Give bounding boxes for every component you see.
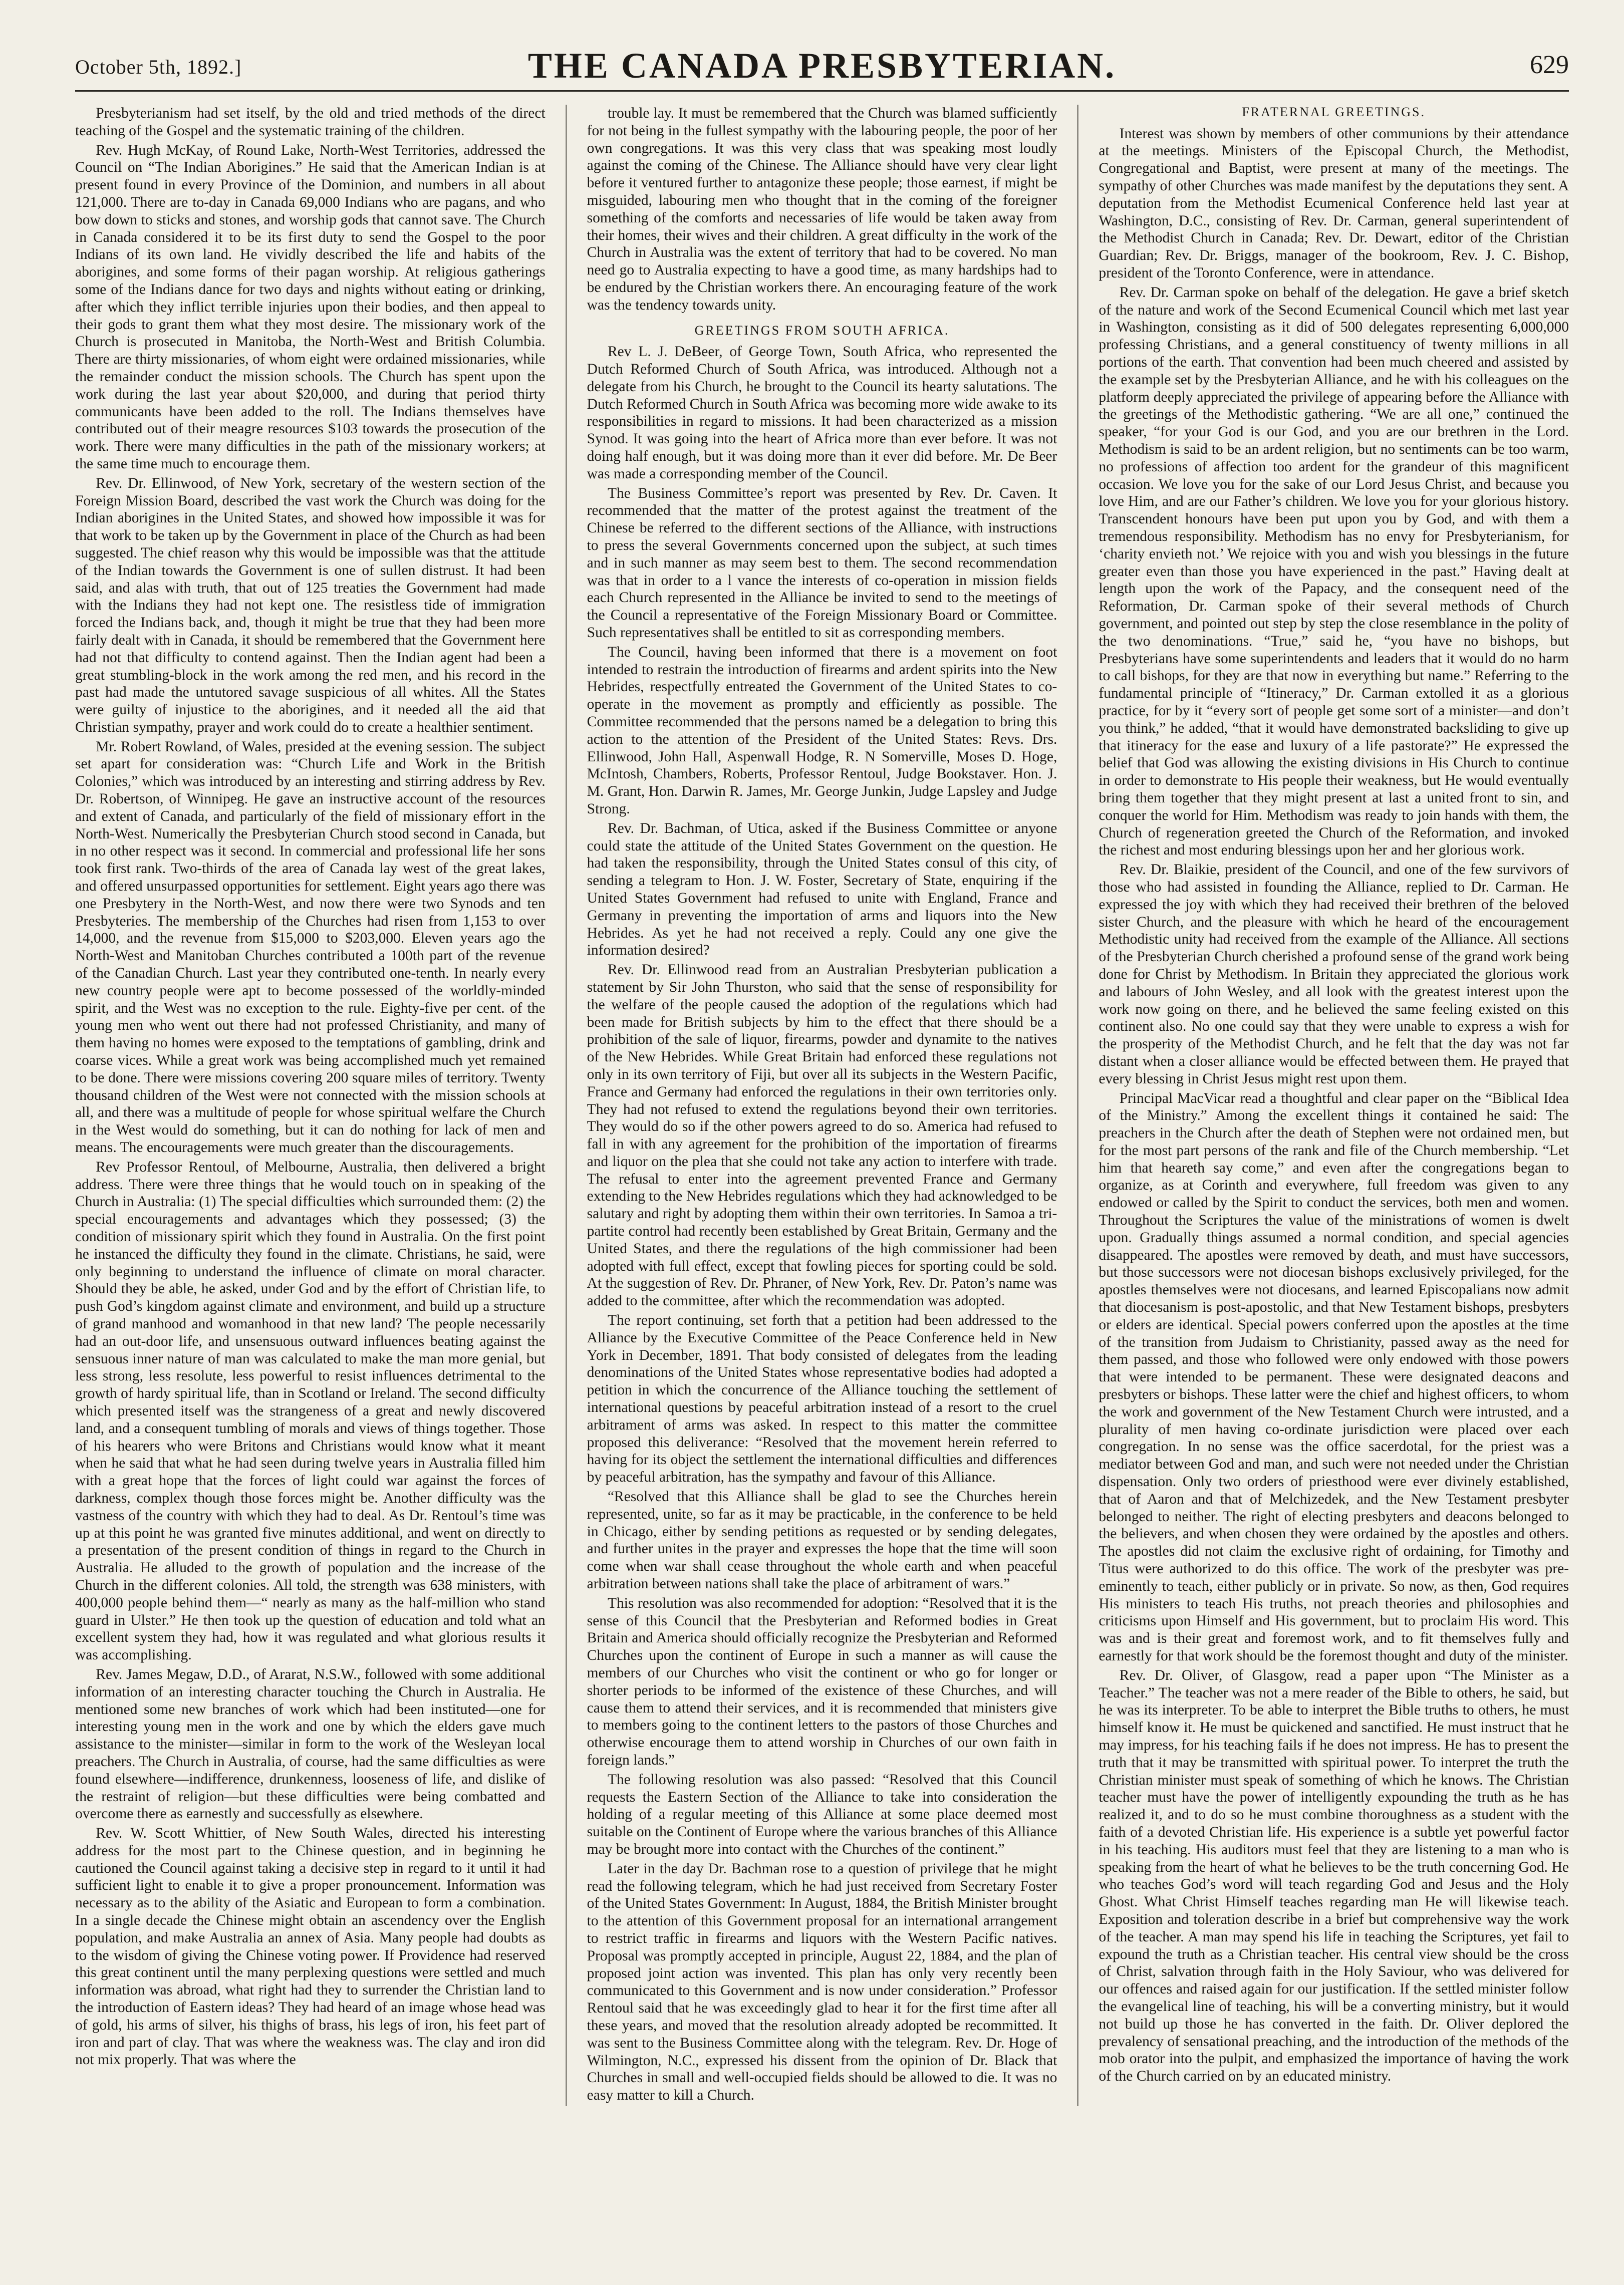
paragraph: Rev. W. Scott Whittier, of New South Wales, directed his interesting address for the most part to the Chinese question, and in beginning he cautioned the Council against taking a decisive step in regard to it until it had sufficient light to enable it to give a proper pronouncement. Information was necessary as to the ability of the Asiatic and European to form a combination. In a single decade the Chinese might obtain an ascendency over the English population, and make Australia an annex of Asia. Many people had doubts as to the wisdom of giving the Chinese voting power. If Providence had reserved this great continent until the many perplexing questions were settled and much information was abroad, what right had they to surrender the Christian land to the introduction of Eastern ideas? They had heard of an image whose head was of gold, his arms of silver, his thighs of brass, his legs of iron, his feet part of iron and part of clay. That was where the weakness was. The clay and iron did not mix properly. That was where the — [75, 1825, 546, 2068]
column-divider — [566, 105, 567, 2106]
paragraph: Rev. Dr. Ellinwood read from an Australian Presbyterian publication a statement by Sir John Thurston, who said that the sense of responsibility for the welfare of the people caused the adoption of the regulations which had been made for British subjects by him to the effect that there should be a prohibition of the sale of liquor, firearms, powder and dynamite to the natives of the New Hebrides. While Great Britain had enforced these regulations not only in its own territory of Fiji, but over all its subjects in the Western Pacific, France and Germany had enforced the regulations in their own territories only. They had not refused to extend the regulations beyond their own territories. They would do so if the other powers agreed to do so. America had refused to fall in with any agreement for the prohibition of the importation of firearms and liquor on the plea that she could not take any action to interfere with trade. The refusal to enter into the agreement prevented France and Germany extending to the New Hebrides regulations which they had acknowledged to be salutary and right by adopting them within their own territories. In Samoa a tri-partite control had recently been established by Great Britain, Germany and the United States, and there the regulations of the high commissioner had been adopted with full effect, except that fowling pieces for sporting could be sold. At the suggestion of Rev. Dr. Phraner, of New York, Rev. Dr. Paton’s name was added to the committee, after which the recommendation was adopted. — [587, 962, 1057, 1309]
column-1 — [75, 105, 546, 2106]
paragraph: Rev. Hugh McKay, of Round Lake, North-West Territories, addressed the Council on “The Indian Aborigines.” He said that the American Indian is at present found in every Province of the Dominion, and numbers in all about 121,000. There are to-day in Canada 69,000 Indians who are pagans, and who bow down to sticks and stones, and worship gods that cannot save. The Church in Canada considered it to be its first duty to send the Gospel to the poor Indians of its own land. He vividly described the life and habits of the aborigines, and some forms of their pagan worship. At religious gatherings some of the Indians dance for two days and nights without eating or drinking, after which they inflict terrible injuries upon their bodies, and then appeal to their gods to grant them what they most desire. The missionary work of the Church is prosecuted in Manitoba, the North-West and British Columbia. There are thirty missionaries, of whom eight were ordained missionaries, while the remainder conduct the mission schools. The Church has spent upon the work during the last year about $20,000, and during that period thirty communicants have been added to the roll. The Indians themselves have contributed out of their meagre resources $103 towards the prosecution of the work. There were many difficulties in the path of the missionary workers; at the same time much to encourage them. — [75, 142, 546, 472]
paragraph: Rev. Dr. Ellinwood, of New York, secretary of the western section of the Foreign Mission Board, described the vast work the Church was doing for the Indian aborigines in the United States, and showed how impossible it was for that work to be taken up by the Government in place of the Church as had been suggested. The chief reason why this would be impossible was that the attitude of the Indian towards the Government is one of sullen distrust. It had been said, and alas with truth, that out of 125 treaties the Government had made with the Indians they had not kept one. The resistless tide of immigration forced the Indians back, and, though it might be true that they had been more fairly dealt with in Canada, it should be remembered that the Government here had not that difficulty to contend against. Then the Indian agent had been a great stumbling-block in the work among the red men, and his record in the past had made the untutored savage suspicious of all whites. All the States were guilty of injustice to the aborigines, and it needed all the aid that Christian sympathy, prayer and work could do to create a healthier sentiment. — [75, 475, 546, 735]
paragraph: The following resolution was also passed: “Resolved that this Council requests the Eastern Section of the Alliance to take into consideration the holding of a regular meeting of this Alliance at some place deemed most suitable on the Continent of Europe where the various branches of this Alliance may be brought more into contact with the Churches of the continent.” — [587, 1771, 1057, 1857]
column-divider — [1077, 105, 1078, 2106]
paragraph: Later in the day Dr. Bachman rose to a question of privilege that he might read the following telegram, which he had just received from Secretary Foster of the United States Government: In August, 1884, the British Minister brought to the attention of this Government proposal for an international arrangement to restrict traffic in firearms and liquors with the Western Pacific natives. Proposal was promptly accepted in principle, August 22, 1884, and the plan of proposed joint action was invented. This plan has only very recently been communicated to this Government and is now under consideration.” Professor Rentoul said that he was exceedingly glad to hear it for the first time after all these years, and moved that the resolution already adopted be recommitted. It was sent to the Business Committee along with the telegram. Rev. Dr. Hoge of Wilmington, N.C., expressed his dissent from the opinion of Dr. Black that Churches in small and well-occupied fields should be allowed to die. It was no easy matter to kill a Church. — [587, 1860, 1057, 2104]
paragraph: The Council, having been informed that there is a movement on foot intended to restrain the introduction of firearms and ardent spirits into the New Hebrides, respectfully entreated the Government of the United States to co-operate in the movement as promptly and efficiently as possible. The Committee recommended that the persons named be a delegation to bring this action to the attention of the President of the United States: Revs. Drs. Ellinwood, John Hall, Aspenwall Hodge, R. N Somerville, Moses D. Hoge, McIntosh, Chambers, Roberts, Professor Rentoul, Judge Bookstaver. Hon. J. M. Grant, Hon. Darwin R. James, Mr. George Junkin, Judge Lapsley and Judge Strong. — [587, 644, 1057, 817]
column-3 — [1099, 105, 1569, 2106]
paragraph: Interest was shown by members of other communions by their attendance at the meetings. Ministers of the Episcopal Church, the Methodist, Congregational and Baptist, were present at many of the meetings. The sympathy of other Churches was made manifest by the deputations they sent. A deputation from the Methodist Ecumenical Conference held last year at Washington, D.C., consisting of Rev. Dr. Carman, general superintendent of the Methodist Church in Canada; Rev. Dr. Dewart, editor of the Christian Guardian; Rev. Dr. Briggs, manager of the bookroom, Rev. J. C. Bishop, president of the Toronto Conference, were in attendance. — [1099, 125, 1569, 281]
paragraph: Mr. Robert Rowland, of Wales, presided at the evening session. The subject set apart for consideration was: “Church Life and Work in the British Colonies,” which was introduced by an interesting and stirring address by Rev. Dr. Robertson, of Winnipeg. He gave an instructive account of the resources and extent of Canada, and particularly of the field of missionary effort in the North-West. Numerically the Presbyterian Church stood second in Canada, but in no other respect was it second. In commercial and professional life her sons took first rank. Two-thirds of the area of Canada lay west of the great lakes, and offered unsurpassed opportunities for settlement. Eight years ago there was one Presbytery in the North-West, and now there were two Synods and ten Presbyteries. The membership of the Churches had risen from 1,153 to over 14,000, and the revenue from $15,000 to $203,000. Eleven years ago the North-West and Manitoban Churches contributed a 100th part of the revenue of the Canadian Church. Last year they contributed one-tenth. In nearly every new country people were apt to become possessed of the worldly-minded spirit, and the West was no exception to the rule. Eighty-five per cent. of the young men who went out there had not professed Christianity, and many of them having no homes were exposed to the temptations of gambling, drink and coarse vices. While a great work was being accomplished much yet remained to be done. There were missions covering 200 square miles of territory. Twenty thousand children of the West were not connected with the mission schools at all, and there was a multitude of people for whose spiritual welfare the Church in the West would do something, but it can do nothing for lack of men and means. The encouragements were much greater than the discouragements. — [75, 738, 546, 1156]
paragraph: Rev. Dr. Carman spoke on behalf of the delegation. He gave a brief sketch of the nature and work of the Second Ecumenical Council which met last year in Washington, consisting as it did of 500 delegates representing 6,000,000 professing Christians, and a general constituency of twenty millions in all portions of the earth. That convention had been much cheered and assisted by the example set by the Presbyterian Alliance, and he with his colleagues on the platform deeply appreciated the privilege of appearing before the Alliance with the greetings of the Methodistic gathering. “We are all one,” continued the speaker, “for your God is our God, and you are our brethren in the Lord. Methodism is said to be an ardent religion, but no sentiments can be too warm, no professions of affection too ardent for the grandeur of this magnificent occasion. We love you for the sake of our Lord Jesus Christ, and because you love Him, and are our Father’s children. We love you for your glorious history. Transcendent honours have been put upon you by God, and with them a tremendous responsibility. Methodism has no envy for Presbyterianism, for ‘charity envieth not.’ We rejoice with you and wish you blessings in the future greater even than those you have experienced in the past.” Having dealt at length upon the work of the Papacy, and the consequent need of the Reformation, Dr. Carman spoke of their several methods of Church government, and pointed out step by step the close resemblance in the polity of the two denominations. “True,” said he, “you have no bishops, but Presbyterians have some superintendents and leaders that it would do no harm to call bishops, for they are that now in everything but name.” Referring to the fundamental principle of “Itineracy,” Dr. Carman extolled it as a glorious practice, for by it “every sort of people get some sort of a minister—and don’t you think,” he added, “that it would have demonstrated backsliding to give up that itineracy for the ease and luxury of a life pastorate?” He expressed the belief that God was allowing the existing divisions in His Church to continue in order to demonstrate to His people their weakness, but He would eventually bring them together that they might present at last a united front to sin, and conquer the world for Him. Methodism was ready to join hands with them, the Church of regeneration greeted the Church of the Reformation, and invoked the richest and most enduring blessings upon her and her glorious work. — [1099, 284, 1569, 859]
article-columns — [75, 105, 1569, 2106]
paragraph: Rev. Dr. Oliver, of Glasgow, read a paper upon “The Minister as a Teacher.” The teacher was not a mere reader of the Bible to others, he said, but he was its interpreter. To be able to interpret the Bible truths to others, he must himself know it. He must be quickened and sanctified. He must instruct that he may impress, for his teaching fails if he does not impress. He has to present the truth that it may be transmitted with spiritual power. To interpret the truth the Christian minister must speak of something of which he knows. The Christian teacher must have the power of intelligently expounding the truth as he has realized it, and to do so he must combine thoroughness as a student with the faith of a devoted Christian life. His experience is a subtle yet powerful factor in his teaching. His auditors must feel that they are listening to a man who is speaking from the heart of what he believes to be the truth concerning God. He who teaches God’s word will teach regarding God and Jesus and the Holy Ghost. What Christ Himself teaches regarding man He will likewise teach. Exposition and toleration describe in a brief but comprehensive way the work of the teacher. A man may spend his life in teaching the Scriptures, yet fail to expound the truth as a Christian teacher. His central view should be the cross of Christ, salvation through faith in the Holy Saviour, who was delivered for our offences and raised again for our justification. If the settled minister follow the evangelical line of teaching, his will be a converting ministry, but it would not build up those he has converted in the faith. Dr. Oliver deplored the prevalency of sensational preaching, and the introduction of the methods of the mob orator into the pulpit, and emphasized the importance of having the work of the Church carried on by an educated ministry. — [1099, 1667, 1569, 2085]
page-header — [75, 35, 1569, 92]
paragraph: This resolution was also recommended for adoption: “Resolved that it is the sense of this Council that the Presbyterian and Reformed bodies in Great Britain and America should officially recognize the Presbyterian and Reformed Churches upon the continent of Europe in such a manner as will cause the members of our Churches who visit the continent or who go for longer or shorter periods to be informed of the existence of these Churches, and will cause them to attend their services, and it is recommended that ministers give to members going to the continent letters to the pastors of those Churches and otherwise encourage them to attend worship in Churches of our own faith in foreign lands.” — [587, 1595, 1057, 1768]
section-heading: GREETINGS FROM SOUTH AFRICA. — [694, 323, 950, 338]
paragraph: “Resolved that this Alliance shall be glad to see the Churches herein represented, unite, so far as it may be practicable, in the conference to be held in Chicago, either by sending petitions as requested or by sending delegates, and further unites in the prayer and expresses the hope that the time will soon come when war shall cease throughout the whole earth and when peaceful arbitration between nations shall take the place of arbitrament of wars.” — [587, 1489, 1057, 1592]
paragraph: Rev. Dr. Blaikie, president of the Council, and one of the few survivors of those who had assisted in founding the Alliance, replied to Dr. Carman. He expressed the joy with which they had received their brethren of the beloved sister Church, and the pleasure with which he heard of the encouragement Methodistic unity had received from the example of the Alliance. All sections of the Presbyterian Church cherished a profound sense of the grand work being done for Christ by Methodism. In Britain they appreciated the glorious work and labours of John Wesley, and all look with the greatest interest upon the work now going on there, and he believed the same feeling existed on this continent also. No one could say that they were unable to express a wish for the prosperity of the Methodist Church, and he felt that the day was not far distant when a closer alliance would be effected between them. He prayed that every blessing in Christ Jesus might rest upon them. — [1099, 862, 1569, 1087]
section-heading: FRATERNAL GREETINGS. — [1242, 105, 1426, 119]
paragraph: Rev. James Megaw, D.D., of Ararat, N.S.W., followed with some additional information of an interesting character touching the Church in Australia. He mentioned some new branches of work which had been instituted—one for interesting young men in the work and one by which the elders gave much assistance to the minister—similar in form to the work of the Wesleyan local preachers. The Church in Australia, of course, had the same difficulties as were found elsewhere—indifference, drunkenness, looseness of life, and dislike of the restraint of religion—but these difficulties were being combatted and overcome there as earnestly and successfully as elsewhere. — [75, 1666, 546, 1822]
column-2 — [587, 105, 1057, 2106]
paragraph: Presbyterianism had set itself, by the old and tried methods of the direct teaching of the Gospel and the systematic training of the children. — [75, 105, 546, 139]
issue-date: October 5th, 1892.] — [75, 56, 242, 78]
paragraph: Rev L. J. DeBeer, of George Town, South Africa, who represented the Dutch Reformed Church of South Africa, was introduced. Although not a delegate from his Church, he brought to the Council its hearty salutations. The Dutch Reformed Church in South Africa was becoming more wide awake to its responsibilities in regard to missions. It had been characterized as a mission Synod. It was going into the heart of Africa more than ever before. It was not doing half enough, but it was doing more than it ever did before. Mr. De Beer was made a corresponding member of the Council. — [587, 344, 1057, 482]
paragraph: trouble lay. It must be remembered that the Church was blamed sufficiently for not being in the fullest sympathy with the labouring people, the poor of her own congregations. It was this very class that was speaking most loudly against the coming of the Chinese. The Alliance should have very clear light before it ventured further to antagonize these people; those earnest, if might be misguided, labouring men who thought that in the coming of the foreigner something of the comforts and necessaries of life would be taken away from their homes, their wives and their children. A great difficulty in the work of the Church in Australia was the extent of territory that had to be covered. No man need go to Australia expecting to have a good time, as many hardships had to be endured by the Christian workers there. An encouraging feature of the work was the tendency towards unity. — [587, 105, 1057, 313]
masthead-title: THE CANADA PRESBYTERIAN. — [527, 46, 1117, 86]
paragraph: Rev Professor Rentoul, of Melbourne, Australia, then delivered a bright address. There were three things that he would touch on in speaking of the Church in Australia: (1) The special difficulties which surrounded them: (2) the special encouragements and advantages which they possessed; (3) the condition of missionary spirit which they found in Australia. On the first point he instanced the difficulty they found in the climate. Christians, he said, were only beginning to understand the influence of climate on moral character. Should they be able, he asked, under God and by the effort of Christian life, to push God’s kingdom against climate and environment, and build up a structure of grand manhood and womanhood in that new land? The people necessarily had an out-door life, and unsensuous outward influences beating against the sensuous inner nature of man was calculated to make the man more genial, but less strong, less resolute, less powerful to resist influences detrimental to the growth of hardy spiritual life, than in Scotland or Ireland. The second difficulty which presented itself was the strangeness of a great and newly discovered land, and a consequent tumbling of morals and views of things together. Those of his hearers who were Britons and Christians would know what it meant when he said that what he had seen during twelve years in Australia filled him with a great hope that the forces of light could war against the forces of darkness, complex though those forces might be. Another difficulty was the vastness of the country with which they had to deal. As Dr. Rentoul’s time was up at this point he was granted five minutes additional, and went on directly to a presentation of the present condition of things in regard to the Church in Australia. He alluded to the growth of population and the increase of the Church in the different colonies. All told, the strength was 638 ministers, with 400,000 people behind them—“ nearly as many as the half-million who stand guard in Ulster.” He then took up the question of education and told what an excellent system they had, how it was regulated and what glorious results it was accomplishing. — [75, 1159, 546, 1663]
paragraph: The Business Committee’s report was presented by Rev. Dr. Caven. It recommended that the matter of the protest against the treatment of the Chinese be referred to the different sections of the Alliance, with instructions to press the several Governments concerned upon the subject, at such times and in such manner as may seem best to them. The second recommendation was that in order to a l vance the interests of co-operation in mission fields each Church represented in the Alliance be invited to send to the meetings of the Council a representative of the Foreign Missionary Board or Committee. Such representatives shall be entitled to sit as corresponding members. — [587, 485, 1057, 641]
paragraph: Principal MacVicar read a thoughtful and clear paper on the “Biblical Idea of the Ministry.” Among the excellent things it contained he said: The preachers in the Church after the death of Stephen were not ordained men, but for the most part persons of the rank and file of the Church membership. “Let him that heareth say come,” and even after the congregations began to organize, as at Corinth and everywhere, full freedom was given to any endowed or called by the Spirit to conduct the services, both men and women. Throughout the Scriptures the value of the ministrations of women is dwelt upon. Gradually things assumed a normal condition, and special agencies disappeared. The apostles were removed by death, and must have successors, but those successors were not diocesan bishops exclusively privileged, for the apostles themselves were not diocesans, and learned Episcopalians now admit that diocesanism is post-apostolic, and that New Testament bishops, presbyters or elders are identical. Special powers conferred upon the apostles at the time of the transition from Judaism to Christianity, passed away as the need for them passed, and those who followed were only endowed with those powers that were intended to be permanent. These were designated deacons and presbyters or bishops. These latter were the chief and highest officers, to whom the work and government of the New Testament Church were intrusted, and a plurality of men having co-ordinate jurisdiction were placed over each congregation. In no sense was the office sacerdotal, for the priest was a mediator between God and man, and such were not needed under the Christian dispensation. Only two orders of priesthood were ever divinely established, that of Aaron and that of Melchizedek, and the New Testament presbyter belonged to neither. The right of electing presbyters and deacons belonged to the believers, and when chosen they were ordained by the apostles and others. The apostles did not claim the exclusive right of ordaining, for Timothy and Titus were authorized to do this office. The work of the presbyter was pre-eminently to teach, either publicly or in private. So now, as then, God requires His ministers to teach His truths, not preach theories and philosophies and criticisms upon Himself and His government, but to proclaim His word. This was and is their great and foremost work, and to fit themselves fully and earnestly for that work should be the foremost thought and duty of the minister. — [1099, 1090, 1569, 1664]
paragraph: The report continuing, set forth that a petition had been addressed to the Alliance by the Executive Committee of the Peace Conference held in New York in December, 1891. That body consisted of delegates from the leading denominations of the United States whose representative bodies had adopted a petition in which the concurrence of the Alliance touching the settlement of international questions by peaceful arbitration instead of a resort to the cruel arbitrament of arms was asked. In respect to this matter the committee proposed this deliverance: “Resolved that the movement herein referred to having for its object the settlement the international difficulties and differences by peaceful arbitration, has the sympathy and favour of this Alliance. — [587, 1312, 1057, 1486]
page-number: 629 — [1530, 51, 1569, 79]
paragraph: Rev. Dr. Bachman, of Utica, asked if the Business Committee or anyone could state the attitude of the United States Government on the question. He had taken the responsibility, through the United States consul of this city, of sending a telegram to Hon. J. W. Foster, Secretary of State, enquiring if the United States Government had refused to unite with England, France and Germany in preventing the importation of arms and liquors into the New Hebrides. As yet he had not received a reply. Could any one give the information desired? — [587, 820, 1057, 959]
